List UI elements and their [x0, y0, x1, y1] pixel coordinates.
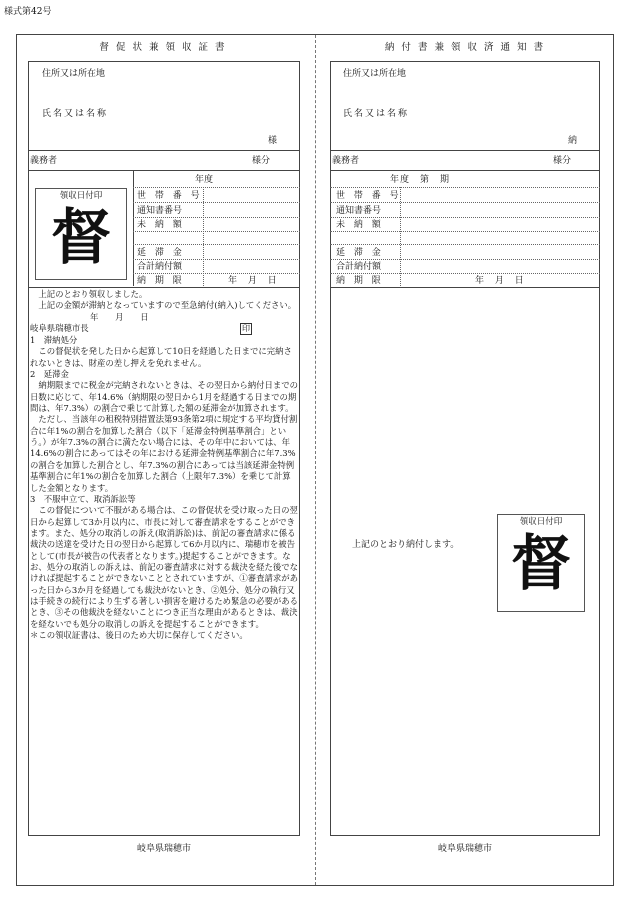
right-honorific: 納 [568, 136, 578, 146]
section-3-heading: 3 不服申立て、取消訴訟等 [30, 493, 136, 504]
section-2-heading: 2 延滞金 [30, 369, 69, 380]
left-obligor-label: 義務者 [30, 156, 58, 166]
demand-line: 上記の金額が滞納となっていますので至急納付(納入)してください。 [38, 300, 297, 311]
right-receipt-seal [497, 514, 585, 612]
left-obligor-suffix: 様分 [252, 156, 271, 166]
issue-date: 年 月 日 [90, 311, 149, 322]
left-row-notice: 通知書番号 [137, 206, 183, 216]
right-panel [330, 61, 600, 836]
form-number: 様式第42号 [4, 7, 52, 17]
left-name-label: 氏名又は名称 [42, 109, 109, 119]
right-footer: 岐阜県瑞穂市 [437, 844, 492, 854]
left-seal-title: 領収日付印 [59, 191, 103, 201]
left-row-household: 世 帯 番 号 [137, 191, 203, 201]
paid-line: 上記のとおり納付します。 [352, 540, 460, 550]
left-footer: 岐阜県瑞穂市 [136, 844, 191, 854]
section-1-heading: 1 滞納処分 [30, 335, 78, 346]
cut-line [315, 35, 316, 885]
keep-note: ＊この領収証書は、後日のため大切に保存してください。 [30, 629, 248, 640]
right-row-delinquency: 延 滞 金 [336, 248, 384, 258]
right-row-unpaid: 未 納 額 [336, 220, 384, 230]
left-receipt-seal [35, 188, 127, 280]
right-row-due: 納 期 限 [336, 276, 384, 286]
right-title: 納 付 書 兼 領 収 済 通 知 書 [384, 42, 546, 53]
left-row-due: 納 期 限 [137, 276, 185, 286]
right-due-date: 年 月 日 [475, 276, 528, 286]
left-row-unpaid: 未 納 額 [137, 220, 185, 230]
right-seal-char: 督 [511, 529, 571, 600]
left-body [30, 289, 298, 641]
left-address-label: 住所又は所在地 [42, 69, 106, 79]
receipt-line: 上記のとおり領収しました。 [38, 289, 148, 299]
right-row-notice: 通知書番号 [336, 206, 382, 216]
mayor-seal: 印 [242, 324, 250, 334]
mayor-name: 岐阜県瑞穂市長 [30, 323, 89, 334]
right-obligor-suffix: 様分 [553, 156, 572, 166]
left-row-total: 合計納付額 [137, 262, 183, 272]
right-seal-title: 領収日付印 [519, 517, 563, 527]
right-address-label: 住所又は所在地 [343, 69, 407, 79]
left-year-label: 年度 [195, 175, 214, 185]
right-row-total: 合計納付額 [336, 262, 382, 272]
right-year-label: 年度 第 期 [390, 175, 451, 185]
right-row-household: 世 帯 番 号 [336, 191, 402, 201]
section-1-text: この督促状を発した日から起算して10日を経過した日までに完納されないときは、財産の差し押えを免れません。 [30, 346, 292, 368]
left-title: 督 促 状 兼 領 収 証 書 [99, 42, 227, 53]
section-3-text: この督促について不服がある場合は、この督促状を受け取った日の翌日から起算して3か月以内に、市長に対して審査請求をすることができます。また、処分の取消しの訴え(取消訴訟)は、前記の審査請求に係る裁決の送達を受けた日の翌日から起算して6か月以内に、瑞穂市を被告として(市長が被告の代表者となります。)提起することができます。なお、処分の取消しの訴えは、前記の審査請求に対する裁決を経た後でなければ提起することができないこととされていますが、①審査請求があった日から3か月を経過しても裁決がないとき、②処分、処分の執行又は手続きの続行により生ずる著しい損害を避けるため緊急の必要があるとき、③その他裁決を経ないことにつき正当な理由があるときは、裁決を経ないでも処分の取消しの訴えを提起することができます。 [30, 505, 298, 629]
left-honorific: 様 [268, 136, 278, 146]
section-2-text-2: ただし、当該年の租税特別措置法第93条第2項に規定する平均貸付割合に年1%の割合を加算した割合（以下「延滞金特例基準割合」という。）が年7.3%の割合に満たない場合には、その年中においては、年14.6%の割合にあってはその年における延滞金特例基準割合に年7.3%の割合を加算した割合とし、年7.3%の割合にあっては当該延滞金特例基準割合に年1%の割合を加算した割合（上限年7.3%）を乗じて計算した金額となります。 [30, 414, 298, 493]
left-seal-char: 督 [51, 203, 111, 274]
left-row-delinquency: 延 滞 金 [137, 248, 185, 258]
left-due-date: 年 月 日 [228, 276, 281, 286]
right-name-label: 氏名又は名称 [343, 109, 410, 119]
section-2-text-1: 納期限までに税金が完納されないときは、その翌日から納付日までの日数に応じて、年14.6%（納期限の翌日から1月を経過する日までの期間は、年7.3%）の割合で乗じて計算した額の延滞金が加算されます。 [30, 380, 299, 414]
right-obligor-label: 義務者 [332, 156, 360, 166]
